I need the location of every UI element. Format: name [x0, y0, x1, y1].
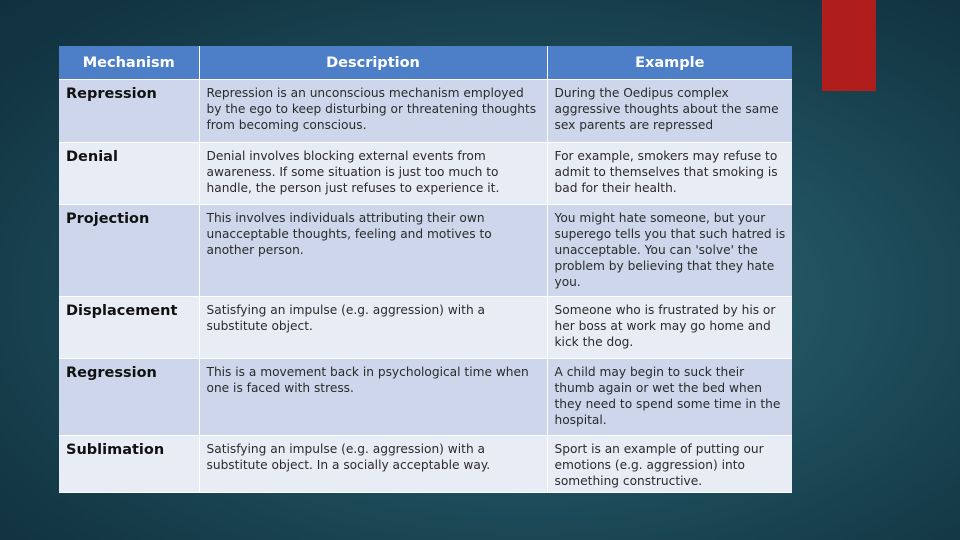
example-cell: You might hate someone, but your superego tells you that such hatred is unacceptable. You can 'solve' the problem by believing that they hate you.	[547, 205, 792, 297]
table-row	[59, 143, 792, 205]
header-mechanism: Mechanism	[59, 46, 199, 80]
mechanism-cell: Displacement	[59, 297, 199, 359]
mechanism-cell: Sublimation	[59, 436, 199, 493]
example-cell: For example, smokers may refuse to admit to themselves that smoking is bad for their health.	[547, 143, 792, 205]
table-row	[59, 205, 792, 297]
example-cell: Someone who is frustrated by his or her boss at work may go home and kick the dog.	[547, 297, 792, 359]
example-cell: During the Oedipus complex aggressive thoughts about the same sex parents are repressed	[547, 80, 792, 143]
defense-mechanisms-table	[59, 46, 792, 492]
header-example: Example	[547, 46, 792, 80]
mechanism-cell: Projection	[59, 205, 199, 297]
description-cell: Repression is an unconscious mechanism employed by the ego to keep disturbing or threatening thoughts from becoming conscious.	[199, 80, 547, 143]
mechanism-cell: Repression	[59, 80, 199, 143]
mechanism-cell: Denial	[59, 143, 199, 205]
example-cell: Sport is an example of putting our emotions (e.g. aggression) into something constructive.	[547, 436, 792, 493]
description-cell: This involves individuals attributing their own unacceptable thoughts, feeling and motives to another person.	[199, 205, 547, 297]
table-row	[59, 297, 792, 359]
table-row	[59, 80, 792, 143]
red-accent-bar	[822, 0, 876, 91]
table-row	[59, 436, 792, 493]
description-cell: This is a movement back in psychological time when one is faced with stress.	[199, 359, 547, 436]
table-row	[59, 359, 792, 436]
description-cell: Denial involves blocking external events from awareness. If some situation is just too much to handle, the person just refuses to experience it.	[199, 143, 547, 205]
mechanism-table	[59, 46, 792, 493]
table-header-row	[59, 46, 792, 80]
description-cell: Satisfying an impulse (e.g. aggression) with a substitute object. In a socially acceptable way.	[199, 436, 547, 493]
description-cell: Satisfying an impulse (e.g. aggression) with a substitute object.	[199, 297, 547, 359]
mechanism-cell: Regression	[59, 359, 199, 436]
header-description: Description	[199, 46, 547, 80]
example-cell: A child may begin to suck their thumb again or wet the bed when they need to spend some time in the hospital.	[547, 359, 792, 436]
